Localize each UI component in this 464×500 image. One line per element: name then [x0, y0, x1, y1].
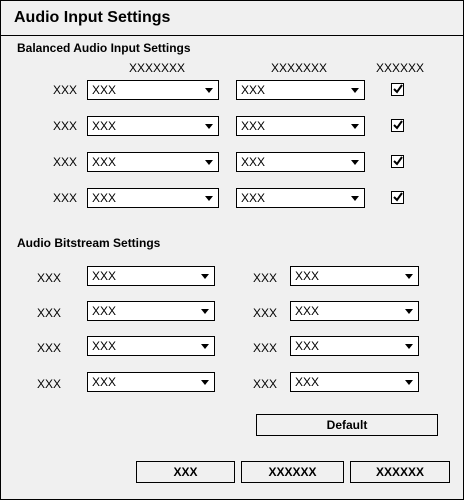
balanced-row-label: XXX [53, 119, 78, 133]
bitstream-select-left[interactable] [87, 336, 215, 356]
balanced-checkbox[interactable] [391, 155, 404, 168]
checkmark-icon [393, 192, 403, 202]
dropdown-arrow-icon [205, 122, 213, 130]
select-value: XXX [92, 339, 117, 353]
balanced-row-label: XXX [53, 191, 78, 205]
bitstream-select-left[interactable] [87, 372, 215, 392]
default-button[interactable]: Default [256, 414, 438, 436]
bitstream-row-label: XXX [37, 271, 62, 285]
help-button[interactable]: XXXXXX [350, 461, 450, 483]
dropdown-arrow-icon [405, 378, 413, 386]
bitstream-select-right[interactable] [290, 372, 419, 392]
balanced-row-label: XXX [53, 83, 78, 97]
cancel-button[interactable]: XXXXXX [241, 461, 344, 483]
bitstream-row-label: XXX [37, 341, 62, 355]
column-header-1: XXXXXXX [128, 61, 186, 75]
column-header-3: XXXXXX [375, 61, 425, 75]
dropdown-arrow-icon [201, 342, 209, 350]
bitstream-select-right[interactable] [290, 266, 419, 286]
dropdown-arrow-icon [205, 86, 213, 94]
bitstream-select-left[interactable] [87, 301, 215, 321]
select-value: XXX [92, 119, 117, 133]
balanced-select-1[interactable] [87, 80, 219, 100]
bitstream-section-title: Audio Bitstream Settings [17, 236, 161, 250]
select-value: XXX [92, 83, 117, 97]
bitstream-select-right[interactable] [290, 336, 419, 356]
bitstream-row-label: XXX [253, 306, 278, 320]
bitstream-select-right[interactable] [290, 301, 419, 321]
balanced-select-2[interactable] [236, 80, 365, 100]
dropdown-arrow-icon [201, 272, 209, 280]
select-value: XXX [295, 269, 320, 283]
balanced-select-1[interactable] [87, 152, 219, 172]
dropdown-arrow-icon [405, 307, 413, 315]
bitstream-row-label: XXX [37, 377, 62, 391]
select-value: XXX [92, 269, 117, 283]
dialog-title: Audio Input Settings [14, 9, 171, 26]
balanced-row-label: XXX [53, 155, 78, 169]
balanced-select-2[interactable] [236, 116, 365, 136]
dropdown-arrow-icon [351, 122, 359, 130]
balanced-section-title: Balanced Audio Input Settings [17, 41, 191, 55]
balanced-select-1[interactable] [87, 116, 219, 136]
select-value: XXX [295, 375, 320, 389]
select-value: XXX [241, 155, 266, 169]
dropdown-arrow-icon [201, 307, 209, 315]
select-value: XXX [295, 339, 320, 353]
select-value: XXX [241, 83, 266, 97]
select-value: XXX [295, 304, 320, 318]
balanced-checkbox[interactable] [391, 83, 404, 96]
checkmark-icon [393, 120, 403, 130]
bitstream-row-label: XXX [253, 341, 278, 355]
bitstream-row-label: XXX [37, 306, 62, 320]
dropdown-arrow-icon [205, 194, 213, 202]
balanced-select-1[interactable] [87, 188, 219, 208]
checkmark-icon [393, 84, 403, 94]
select-value: XXX [92, 304, 117, 318]
column-header-2: XXXXXXX [270, 61, 328, 75]
balanced-checkbox[interactable] [391, 119, 404, 132]
dropdown-arrow-icon [405, 272, 413, 280]
dropdown-arrow-icon [405, 342, 413, 350]
dropdown-arrow-icon [351, 194, 359, 202]
balanced-checkbox[interactable] [391, 191, 404, 204]
bitstream-row-label: XXX [253, 377, 278, 391]
balanced-select-2[interactable] [236, 152, 365, 172]
balanced-select-2[interactable] [236, 188, 365, 208]
select-value: XXX [92, 155, 117, 169]
dropdown-arrow-icon [351, 86, 359, 94]
ok-button[interactable]: XXX [136, 461, 235, 483]
title-bar [1, 1, 463, 36]
checkmark-icon [393, 156, 403, 166]
bitstream-select-left[interactable] [87, 266, 215, 286]
dropdown-arrow-icon [205, 158, 213, 166]
select-value: XXX [92, 375, 117, 389]
select-value: XXX [241, 191, 266, 205]
dropdown-arrow-icon [351, 158, 359, 166]
bitstream-row-label: XXX [253, 271, 278, 285]
dropdown-arrow-icon [201, 378, 209, 386]
select-value: XXX [241, 119, 266, 133]
select-value: XXX [92, 191, 117, 205]
